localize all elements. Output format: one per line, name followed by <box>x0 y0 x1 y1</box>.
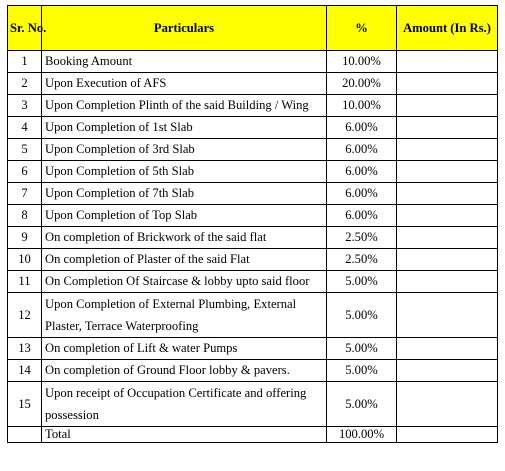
row-sr-no: 5 <box>8 139 42 161</box>
table-row <box>8 183 498 205</box>
payment-schedule-table <box>7 5 498 443</box>
row-amount <box>397 117 498 139</box>
row-amount <box>397 227 498 249</box>
row-particular: Booking Amount <box>42 51 327 73</box>
row-sr-no: 12 <box>8 293 42 338</box>
row-sr-no: 6 <box>8 161 42 183</box>
total-label: Total <box>42 427 327 443</box>
row-percent: 6.00% <box>327 161 397 183</box>
total-amount <box>397 427 498 443</box>
row-sr-no: 14 <box>8 360 42 382</box>
row-percent: 20.00% <box>327 73 397 95</box>
table-row <box>8 51 498 73</box>
row-particular: On completion of Ground Floor lobby & pavers. <box>42 360 327 382</box>
row-amount <box>397 161 498 183</box>
header-amount: Amount (In Rs.) <box>397 6 498 51</box>
row-percent: 6.00% <box>327 117 397 139</box>
row-particular: On Completion Of Staircase & lobby upto said floor <box>42 271 327 293</box>
row-percent: 2.50% <box>327 249 397 271</box>
table-row <box>8 139 498 161</box>
row-percent: 6.00% <box>327 183 397 205</box>
table-row <box>8 117 498 139</box>
row-particular: Upon Execution of AFS <box>42 73 327 95</box>
table-row <box>8 293 498 338</box>
row-amount <box>397 51 498 73</box>
table-row <box>8 249 498 271</box>
row-amount <box>397 95 498 117</box>
row-percent: 5.00% <box>327 338 397 360</box>
row-percent: 10.00% <box>327 51 397 73</box>
row-amount <box>397 338 498 360</box>
table-row <box>8 73 498 95</box>
row-particular: Upon Completion of External Plumbing, External Plaster, Terrace Waterproofing <box>42 293 327 338</box>
row-percent: 6.00% <box>327 205 397 227</box>
row-amount <box>397 382 498 427</box>
table-row <box>8 360 498 382</box>
header-particulars: Particulars <box>42 6 327 51</box>
row-sr-no: 3 <box>8 95 42 117</box>
row-sr-no: 1 <box>8 51 42 73</box>
total-sr <box>8 427 42 443</box>
row-particular: Upon Completion of 1st Slab <box>42 117 327 139</box>
total-percent: 100.00% <box>327 427 397 443</box>
row-sr-no: 7 <box>8 183 42 205</box>
header-sr-no: Sr. No. <box>8 6 42 51</box>
row-percent: 10.00% <box>327 95 397 117</box>
row-sr-no: 15 <box>8 382 42 427</box>
row-percent: 5.00% <box>327 293 397 338</box>
row-sr-no: 8 <box>8 205 42 227</box>
row-percent: 5.00% <box>327 360 397 382</box>
row-particular: Upon Completion of 5th Slab <box>42 161 327 183</box>
table-row <box>8 338 498 360</box>
table-row <box>8 382 498 427</box>
row-percent: 2.50% <box>327 227 397 249</box>
row-amount <box>397 73 498 95</box>
row-amount <box>397 360 498 382</box>
row-sr-no: 11 <box>8 271 42 293</box>
row-sr-no: 2 <box>8 73 42 95</box>
row-amount <box>397 183 498 205</box>
payment-schedule <box>7 5 498 443</box>
header-percent: % <box>327 6 397 51</box>
row-particular: Upon receipt of Occupation Certificate and offering possession <box>42 382 327 427</box>
row-sr-no: 10 <box>8 249 42 271</box>
row-sr-no: 4 <box>8 117 42 139</box>
row-amount <box>397 205 498 227</box>
table-row <box>8 205 498 227</box>
row-sr-no: 13 <box>8 338 42 360</box>
row-amount <box>397 293 498 338</box>
row-particular: On completion of Brickwork of the said flat <box>42 227 327 249</box>
row-amount <box>397 271 498 293</box>
row-amount <box>397 249 498 271</box>
table-row <box>8 95 498 117</box>
row-particular: Upon Completion of 3rd Slab <box>42 139 327 161</box>
row-particular: Upon Completion of 7th Slab <box>42 183 327 205</box>
table-row <box>8 271 498 293</box>
row-sr-no: 9 <box>8 227 42 249</box>
table-row <box>8 227 498 249</box>
row-particular: Upon Completion Plinth of the said Building / Wing <box>42 95 327 117</box>
header-row <box>8 6 498 51</box>
row-percent: 5.00% <box>327 271 397 293</box>
row-percent: 5.00% <box>327 382 397 427</box>
total-row <box>8 427 498 443</box>
row-particular: Upon Completion of Top Slab <box>42 205 327 227</box>
table-row <box>8 161 498 183</box>
row-amount <box>397 139 498 161</box>
row-percent: 6.00% <box>327 139 397 161</box>
row-particular: On completion of Plaster of the said Flat <box>42 249 327 271</box>
row-particular: On completion of Lift & water Pumps <box>42 338 327 360</box>
